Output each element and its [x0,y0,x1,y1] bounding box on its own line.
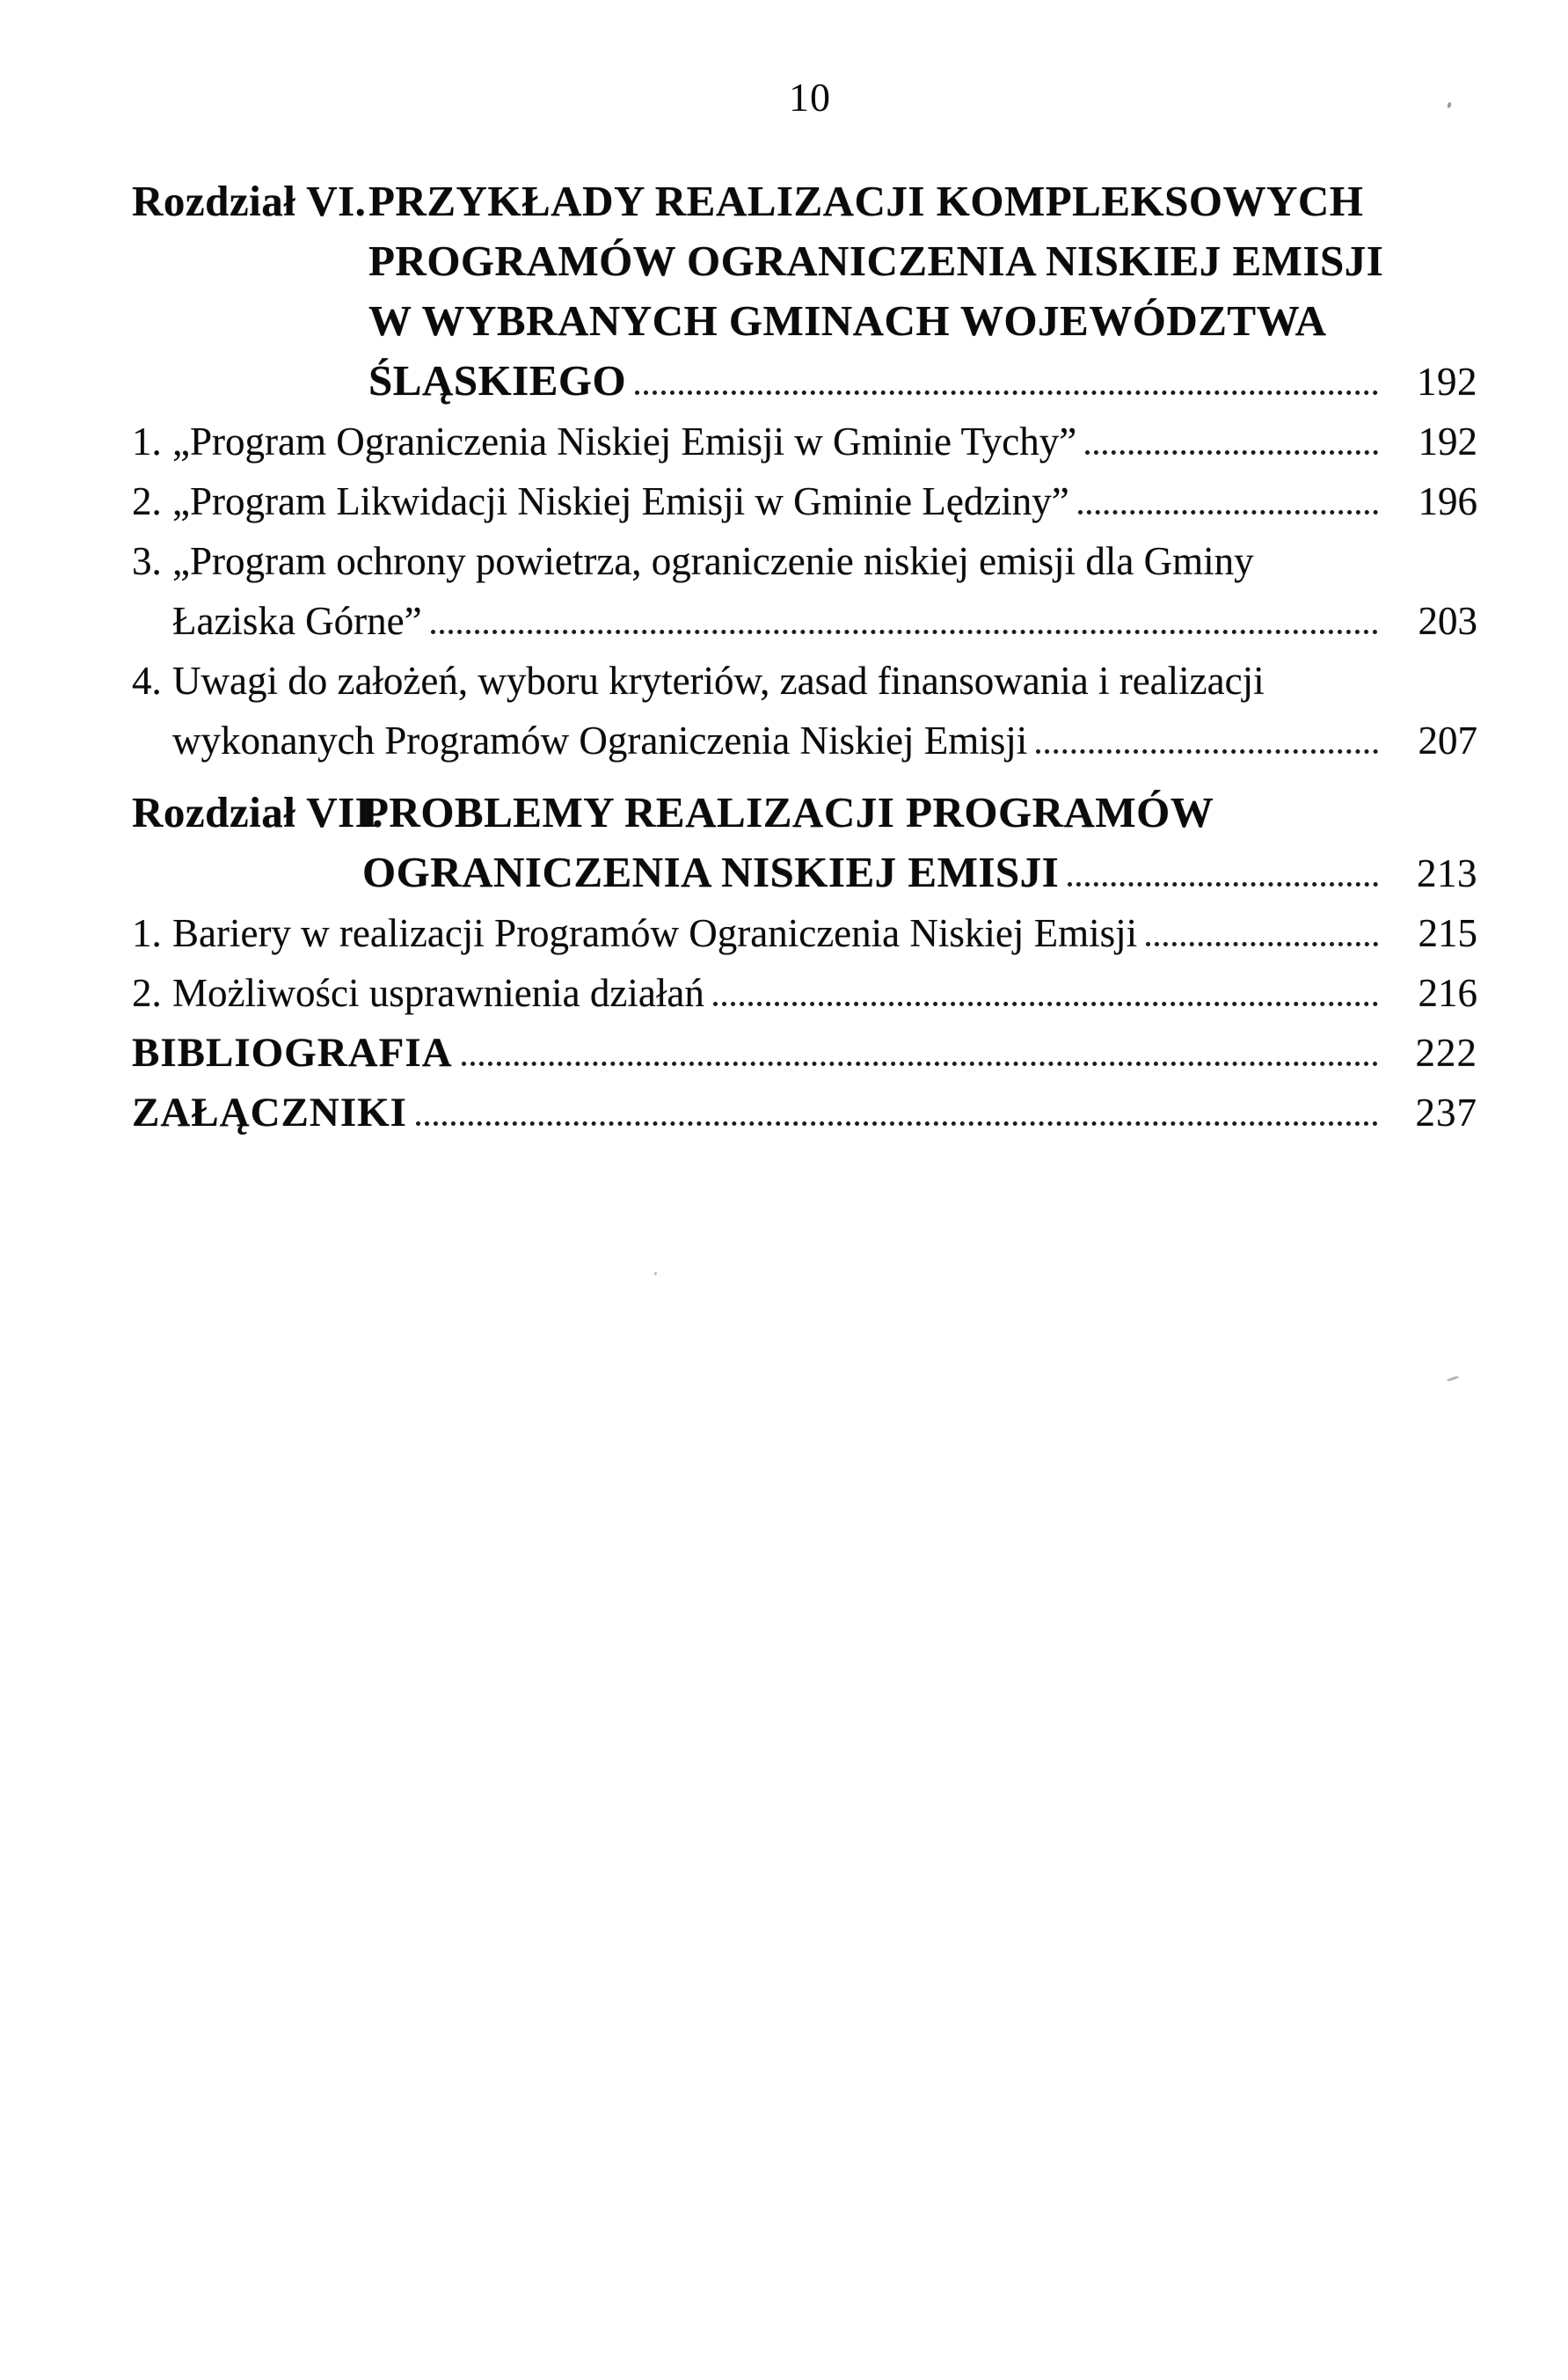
page-ref: 222 [1415,1031,1477,1075]
item-title: Uwagi do założeń, wyboru kryteriów, zasad finansowania i realizacji [172,659,1265,703]
page-ref: 192 [1418,420,1477,464]
scan-speck [654,1272,657,1275]
chapter-title-text: ŚLĄSKIEGO [368,356,627,405]
page-ref: 192 [1417,360,1477,404]
chapter-title-line: W WYBRANYCH GMINACH WOJEWÓDZTWA [368,296,1327,345]
chapter-title [362,783,1477,903]
scan-speck [1447,1376,1459,1382]
backmatter-title: BIBLIOGRAFIA [132,1030,453,1076]
page-ref: 215 [1418,911,1477,955]
dot-leader [431,630,1378,634]
item-text [132,651,1477,711]
item-title: „Program ochrony powietrza, ograniczenie niskiej emisji dla Gminy [172,539,1254,583]
toc-entry-attachments [132,1083,1477,1143]
item-continuation [132,591,1477,651]
dot-leader [462,1062,1378,1066]
chapter-title-line-last [362,843,1477,903]
dot-leader [416,1121,1378,1126]
chapter-title-text: OGRANICZENIA NISKIEJ EMISJI [362,848,1060,896]
page-number: 10 [789,75,831,120]
item-title: „Program Ograniczenia Niskiej Emisji w Gminie Tychy” [172,420,1077,464]
page-ref: 207 [1418,719,1477,763]
item-number: 1. [132,911,162,955]
toc-item [132,903,1477,963]
page-ref: 213 [1417,851,1477,895]
item-title-continued: Łaziska Górne” [172,599,422,643]
toc-item [132,651,1477,770]
item-number: 2. [132,971,162,1015]
chapter-title-line-last [368,351,1477,412]
page-ref: 237 [1415,1091,1477,1135]
item-number: 3. [132,539,162,583]
chapter-prefix: Rozdział VI. [132,177,367,225]
item-text [132,471,1069,531]
item-title: Bariery w realizacji Programów Ograniczenia Niskiej Emisji [172,911,1138,955]
page-ref: 203 [1418,599,1477,643]
item-number: 2. [132,479,162,523]
toc-item [132,471,1477,531]
chapter-title [368,172,1477,412]
item-continuation [132,711,1477,770]
table-of-contents [132,172,1477,1143]
page-ref: 216 [1418,971,1477,1015]
item-number: 1. [132,420,162,464]
scan-speck [1447,102,1452,109]
item-text [132,903,1137,963]
item-text [132,963,704,1023]
toc-item [132,412,1477,471]
item-title: „Program Likwidacji Niskiej Emisji w Gminie Lędziny” [172,479,1069,523]
dot-leader [1146,942,1378,946]
chapter-prefix: Rozdział VII. [132,788,384,836]
chapter-title-line: PRZYKŁADY REALIZACJI KOMPLEKSOWYCH [368,177,1364,225]
toc-item [132,963,1477,1023]
dot-leader [1078,510,1378,515]
toc-entry-chapter-6 [132,172,1477,412]
dot-leader [1085,450,1378,455]
toc-entry-chapter-7 [132,783,1477,903]
chapter-title-line: PROBLEMY REALIZACJI PROGRAMÓW [362,788,1214,836]
chapter-title-line: PROGRAMÓW OGRANICZENIA NISKIEJ EMISJI [368,237,1384,285]
dot-leader [1068,882,1378,887]
page-ref: 196 [1418,479,1477,523]
item-title: Możliwości usprawnienia działań [172,971,704,1015]
toc-item [132,531,1477,651]
toc-entry-bibliography [132,1023,1477,1083]
item-title-continued: wykonanych Programów Ograniczenia Niskiej Emisji [172,719,1028,763]
backmatter-title: ZAŁĄCZNIKI [132,1090,407,1135]
item-text [132,412,1076,471]
dot-leader [635,391,1378,395]
dot-leader [1036,749,1378,754]
item-number: 4. [132,659,162,703]
dot-leader [713,1002,1378,1006]
item-text [132,531,1477,591]
